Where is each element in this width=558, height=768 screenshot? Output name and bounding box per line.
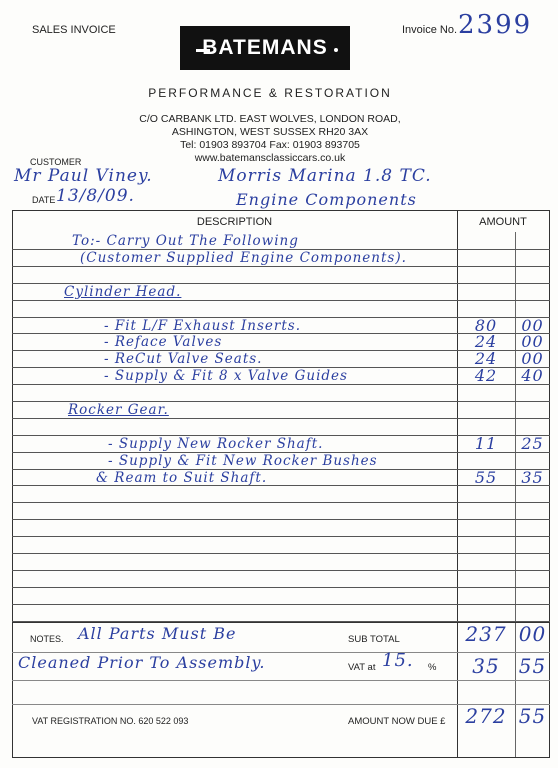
table-bottom-border xyxy=(12,757,550,758)
invoice-number-label: Invoice No. xyxy=(402,24,458,36)
line-item-description: & Ream to Suit Shaft. xyxy=(96,470,268,486)
amount-due-pence: 55 xyxy=(518,704,547,728)
batemans-logo xyxy=(180,26,350,70)
line-item-description: - Reface Valves xyxy=(104,334,223,350)
table-left-border xyxy=(12,210,13,758)
subtotal-pence: 00 xyxy=(518,622,547,646)
date-label: DATE xyxy=(32,195,56,205)
vat-pounds: 35 xyxy=(472,654,500,678)
line-item-pounds: 42 xyxy=(474,366,498,385)
table-top-border xyxy=(12,210,550,211)
line-item-description: To:- Carry Out The Following xyxy=(72,233,299,249)
vat-rate: 15. xyxy=(382,650,414,671)
vat-label: VAT at xyxy=(348,662,376,673)
line-item-description: Rocker Gear. xyxy=(68,402,169,418)
website: www.batemansclassiccars.co.uk xyxy=(194,152,346,164)
vat-registration: VAT REGISTRATION NO. 620 522 093 xyxy=(32,716,189,726)
ruled-line xyxy=(12,266,550,267)
line-item-pence: 40 xyxy=(521,366,544,385)
ruled-line xyxy=(12,502,550,503)
table-right-border xyxy=(549,210,550,758)
ruled-line xyxy=(12,300,550,301)
tagline: PERFORMANCE & RESTORATION xyxy=(148,86,392,100)
address-line-2: ASHINGTON, WEST SUSSEX RH20 3AX xyxy=(171,126,369,138)
line-item-pence: 25 xyxy=(521,434,544,453)
ruled-line xyxy=(12,587,550,588)
line-item-description: (Customer Supplied Engine Components). xyxy=(80,250,407,266)
amount-header: AMOUNT xyxy=(479,216,527,228)
line-item-description: - Supply New Rocker Shaft. xyxy=(108,436,324,452)
invoice-number: 2399 xyxy=(458,10,533,40)
notes-line-2: Cleaned Prior To Assembly. xyxy=(18,653,266,672)
customer-name: Mr Paul Viney. xyxy=(14,166,153,186)
invoice-date: 13/8/09. xyxy=(56,186,135,206)
vehicle-model: Morris Marina 1.8 TC. xyxy=(218,166,432,186)
line-item-description: - Supply & Fit New Rocker Bushes xyxy=(108,453,378,469)
ruled-line xyxy=(12,519,550,520)
job-title: Engine Components xyxy=(236,190,417,209)
sales-invoice-label: SALES INVOICE xyxy=(32,24,116,36)
line-item-pence: 35 xyxy=(521,468,544,487)
ruled-line xyxy=(12,418,550,419)
ruled-line xyxy=(12,570,550,571)
logo-dot xyxy=(334,48,338,52)
description-header: DESCRIPTION xyxy=(196,216,273,228)
amount-due-pounds: 272 xyxy=(465,704,507,728)
line-item-description: - Fit L/F Exhaust Inserts. xyxy=(104,318,302,334)
line-item-description: - ReCut Valve Seats. xyxy=(104,351,263,367)
vat-pence: 55 xyxy=(518,654,547,678)
subtotal-label: SUB TOTAL xyxy=(348,634,400,645)
line-item-pounds: 80 xyxy=(474,316,498,335)
logo-text: BATEMANS xyxy=(202,36,328,59)
line-item-pounds: 55 xyxy=(474,468,498,487)
notes-label: NOTES. xyxy=(30,634,64,644)
line-item-pence: 00 xyxy=(521,332,544,351)
customer-label: CUSTOMER xyxy=(30,157,82,167)
address-line-3: Tel: 01903 893704 Fax: 01903 893705 xyxy=(180,139,360,151)
line-item-pounds: 24 xyxy=(474,349,498,368)
vat-percent-sign: % xyxy=(428,662,437,673)
notes-line-1: All Parts Must Be xyxy=(78,624,237,643)
amount-due-label: AMOUNT NOW DUE £ xyxy=(348,716,446,727)
ruled-line xyxy=(12,536,550,537)
line-item-pounds: 24 xyxy=(474,332,498,351)
line-item-pence: 00 xyxy=(521,316,544,335)
notes-rule-2 xyxy=(12,680,550,681)
address-line-1: C/O CARBANK LTD. EAST WOLVES, LONDON ROAD, xyxy=(139,113,401,125)
line-item-pounds: 11 xyxy=(474,434,498,453)
line-item-description: Cylinder Head. xyxy=(64,284,182,300)
line-item-pence: 00 xyxy=(521,349,544,368)
line-item-description: - Supply & Fit 8 x Valve Guides xyxy=(104,368,348,384)
ruled-line xyxy=(12,604,550,605)
subtotal-pounds: 237 xyxy=(465,622,507,646)
ruled-line xyxy=(12,553,550,554)
